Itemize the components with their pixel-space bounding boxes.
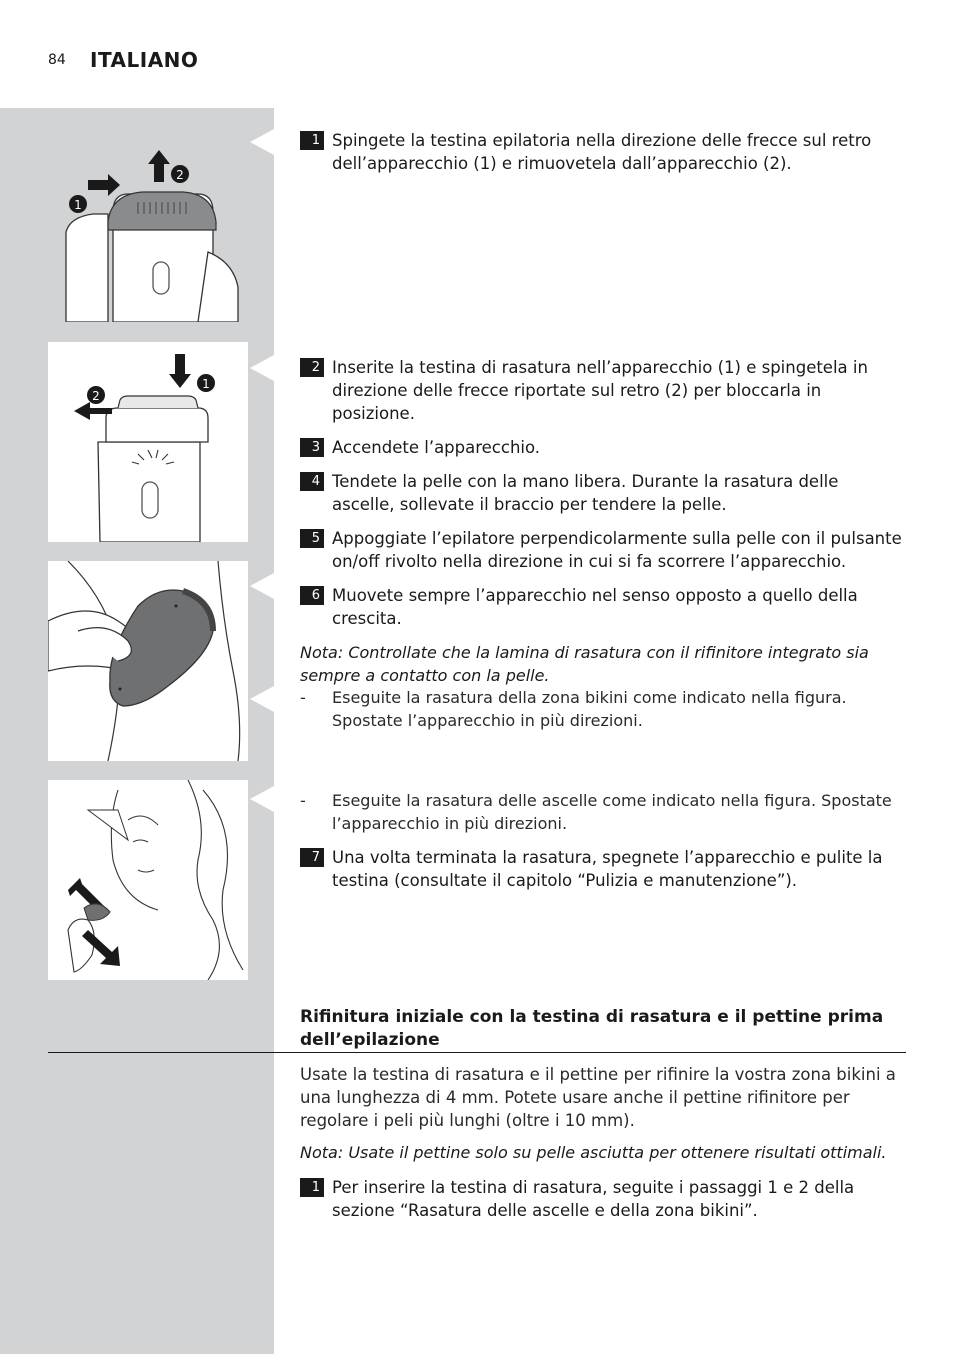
figure-bikini-shaving [48,561,248,761]
step-text: Per inserire la testina di rasatura, seguite i passaggi 1 e 2 della sezione “Rasatura delle ascelle e della zona bikini”. [332,1178,855,1220]
step-number: 4 [300,472,324,491]
callout-1: 1 [202,377,210,391]
step-text: Accendete l’apparecchio. [332,438,541,457]
step-switch-off-clean [300,846,906,892]
bullet-dash: - [300,791,306,810]
figure-pointer [250,355,274,381]
step-text: Una volta terminata la rasatura, spegnete l’apparecchio e pulite la testina (consultate il capitolo “Pulizia e manutenzione”). [332,848,883,890]
step-attach-shaving-head [300,1176,906,1222]
step-remove-epilator-head [300,129,906,175]
step-place-perpendicular [300,527,906,573]
step-move-against-growth [300,584,906,630]
figure-pointer [250,573,274,599]
step-switch-on [300,436,906,459]
step-stretch-skin [300,470,906,516]
figure-remove-head-drawing [48,122,248,322]
step-text: Spingete la testina epilatoria nella direzione delle frecce sul retro dell’apparecchio (1) e rimuovetela dall’apparecchio (2). [332,131,872,173]
figure-remove-head [48,122,248,322]
step-text: Muovete sempre l’apparecchio nel senso opposto a quello della crescita. [332,586,858,628]
section-intro-paragraph: Usate la testina di rasatura e il pettine per rifinire la vostra zona bikini a una lunghezza di 4 mm. Potete usare anche il pettine rifinitore per regolare i peli più lunghi (oltre i 10 mm). [300,1065,896,1130]
figure-underarm-shaving [48,780,248,980]
step-text: Tendete la pelle con la mano libera. Durante la rasatura delle ascelle, sollevate il braccio per tendere la pelle. [332,472,839,514]
step-number: 7 [300,848,324,867]
bullet-bikini-area [300,686,906,732]
step-text: Appoggiate l’epilatore perpendicolarmente sulla pelle con il pulsante on/off rivolto nella direzione in cui si fa scorrere l’apparecchio. [332,529,902,571]
figure-insert-shaving-head-drawing [48,342,248,542]
bullet-underarms [300,789,906,835]
figure-insert-shaving-head [48,342,248,542]
figure-underarm-shaving-drawing [48,780,248,980]
figure-pointer [250,686,274,712]
note-shaving-foil: Nota: Controllate che la lamina di rasatura con il rifinitore integrato sia sempre a contatto con la pelle. [300,643,869,685]
step-number: 5 [300,529,324,548]
step-text: Inserite la testina di rasatura nell’apparecchio (1) e spingetela in direzione delle frecce riportate sul retro (2) per bloccarla in posizione. [332,358,868,423]
step-insert-shaving-head [300,356,906,425]
callout-2: 2 [176,168,184,182]
bullet-text: Eseguite la rasatura delle ascelle come indicato nella figura. Spostate l’apparecchio in più direzioni. [332,791,892,833]
bullet-text: Eseguite la rasatura della zona bikini come indicato nella figura. Spostate l’apparecchio in più direzioni. [332,688,847,730]
section-divider [48,1052,906,1053]
figure-pointer [250,129,274,155]
step-number: 3 [300,438,324,457]
note-dry-skin: Nota: Usate il pettine solo su pelle asciutta per ottenere risultati ottimali. [300,1143,887,1162]
step-number: 2 [300,358,324,377]
figure-bikini-shaving-drawing [48,561,248,761]
step-number: 1 [300,131,324,150]
bullet-dash: - [300,688,306,707]
page-number: 84 [48,52,66,68]
step-number: 6 [300,586,324,605]
step-number: 1 [300,1178,324,1197]
section-heading: Rifinitura iniziale con la testina di rasatura e il pettine prima dell’epilazione [300,1007,884,1050]
language-title: ITALIANO [90,48,199,72]
callout-2: 2 [92,389,100,403]
callout-1: 1 [74,198,82,212]
figure-pointer [250,786,274,812]
